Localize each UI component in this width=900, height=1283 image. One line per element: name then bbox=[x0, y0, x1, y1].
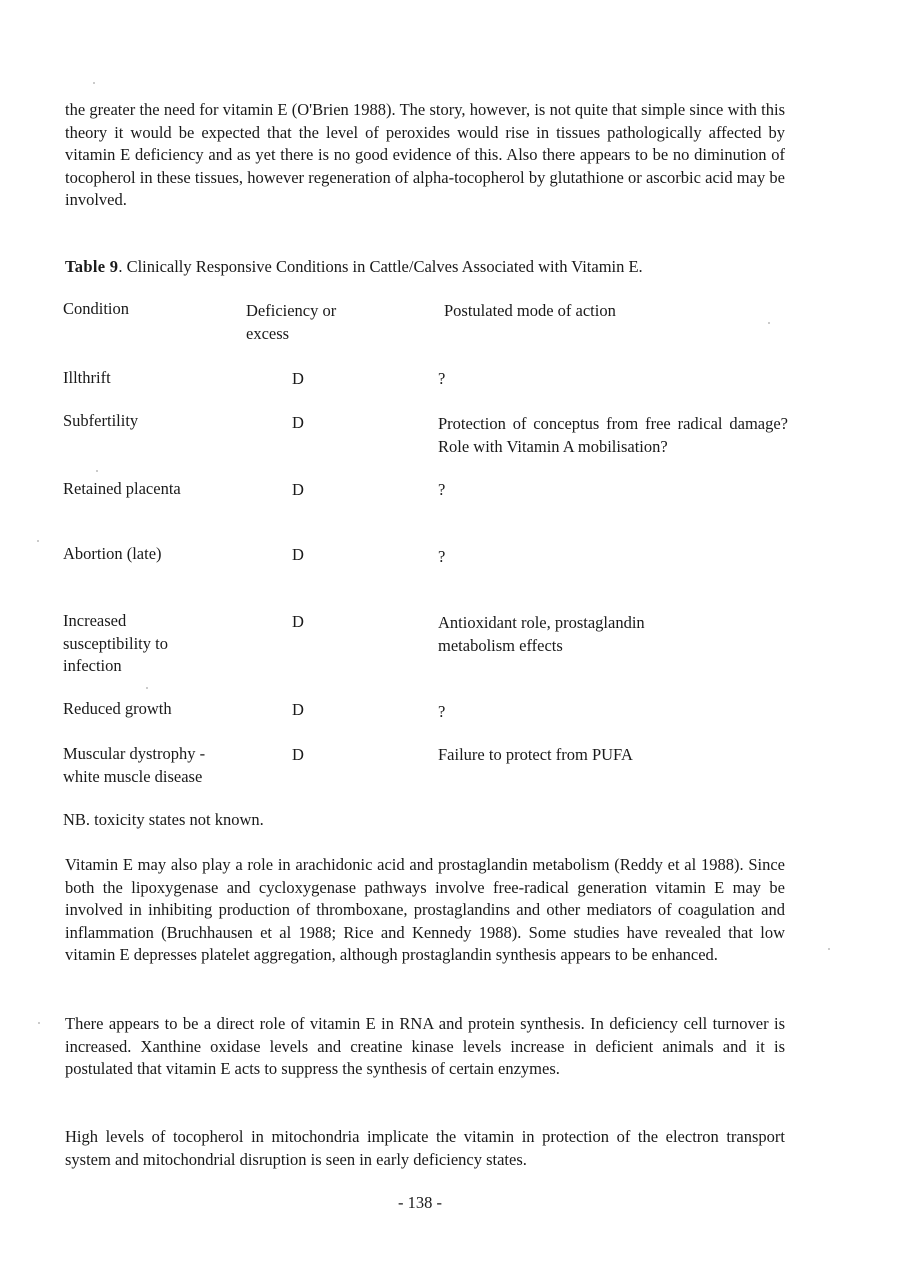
paragraph-mitochondria: High levels of tocopherol in mitochondria implicate the vitamin in protection of the electron transport system and mitochondrial disruption is seen in early deficiency states. bbox=[65, 1127, 785, 1169]
paragraph-rna-synthesis: There appears to be a direct role of vitamin E in RNA and protein synthesis. In deficiency cell turnover is increased. Xanthine oxidase levels and creatine kinase levels increase in deficient animals and it is postulated that vitamin E acts to suppress the synthesis of certain enzymes. bbox=[65, 1014, 785, 1078]
paragraph-prostaglandin: Vitamin E may also play a role in arachidonic acid and prostaglandin metabolism (Reddy et al 1988). Since both the lipoxygenase and cycloxygenase pathways involve free-radical generation vitamin E may be involved in inhibiting production of thromboxane, prostaglandins and other mediators of coagulation and inflammation (Bruchhausen et al 1988; Rice and Kennedy 1988). Some studies have revealed that low vitamin E depresses platelet aggregation, although prostaglandin synthesis appears to be enhanced. bbox=[65, 855, 785, 964]
table-row-condition: Retained placenta bbox=[63, 479, 181, 498]
scan-speck bbox=[37, 540, 39, 542]
scan-speck bbox=[38, 1022, 40, 1024]
header-mode: Postulated mode of action bbox=[444, 301, 616, 320]
table-row-mode: ? bbox=[438, 480, 446, 499]
table-row-mode: Protection of conceptus from free radical damage? Role with Vitamin A mobilisation? bbox=[438, 414, 788, 456]
scan-speck bbox=[828, 948, 830, 950]
table-label: Table 9 bbox=[65, 257, 119, 276]
table-row-code: D bbox=[292, 612, 304, 631]
table-row-code: D bbox=[292, 480, 304, 499]
table-row-condition: Subfertility bbox=[63, 411, 139, 430]
table-row-condition: Muscular dystrophy -white muscle disease bbox=[63, 744, 206, 786]
table-row-code: D bbox=[292, 413, 304, 432]
table-row-mode: Antioxidant role, prostaglandin metabolism effects bbox=[438, 613, 645, 655]
page-number: - 138 - bbox=[398, 1193, 442, 1212]
scan-speck bbox=[96, 470, 98, 472]
table-caption-text: . Clinically Responsive Conditions in Cattle/Calves Associated with Vitamin E. bbox=[118, 257, 643, 276]
table-row-condition: Illthrift bbox=[63, 368, 111, 387]
table-row-code: D bbox=[292, 545, 304, 564]
table-row-code: D bbox=[292, 745, 304, 764]
table-row-condition: Abortion (late) bbox=[63, 544, 162, 563]
table-row-mode: ? bbox=[438, 369, 446, 388]
header-condition: Condition bbox=[63, 299, 130, 318]
table-row-mode: Failure to protect from PUFA bbox=[438, 745, 633, 764]
table-row-mode: ? bbox=[438, 547, 446, 566]
table-row-condition: Reduced growth bbox=[63, 699, 172, 718]
table-row-code: D bbox=[292, 700, 304, 719]
table-row-condition: Increased susceptibility to infection bbox=[63, 611, 168, 675]
table-row-mode: ? bbox=[438, 702, 446, 721]
scan-speck bbox=[93, 82, 95, 84]
table-caption bbox=[65, 256, 785, 279]
scan-speck bbox=[146, 687, 148, 689]
table-note: NB. toxicity states not known. bbox=[63, 810, 264, 829]
table-row-code: D bbox=[292, 369, 304, 388]
header-deficiency: Deficiency or excess bbox=[246, 301, 337, 343]
scan-speck bbox=[768, 322, 770, 324]
intro-paragraph: the greater the need for vitamin E (O'Brien 1988). The story, however, is not quite that simple since with this theory it would be expected that the level of peroxides would rise in tissues pathologically affected by vitamin E deficiency and as yet there is no good evidence of this. Also there appears to be no diminution of tocopherol in these tissues, however regeneration of alpha-tocopherol by glutathione or ascorbic acid may be involved. bbox=[65, 100, 785, 209]
